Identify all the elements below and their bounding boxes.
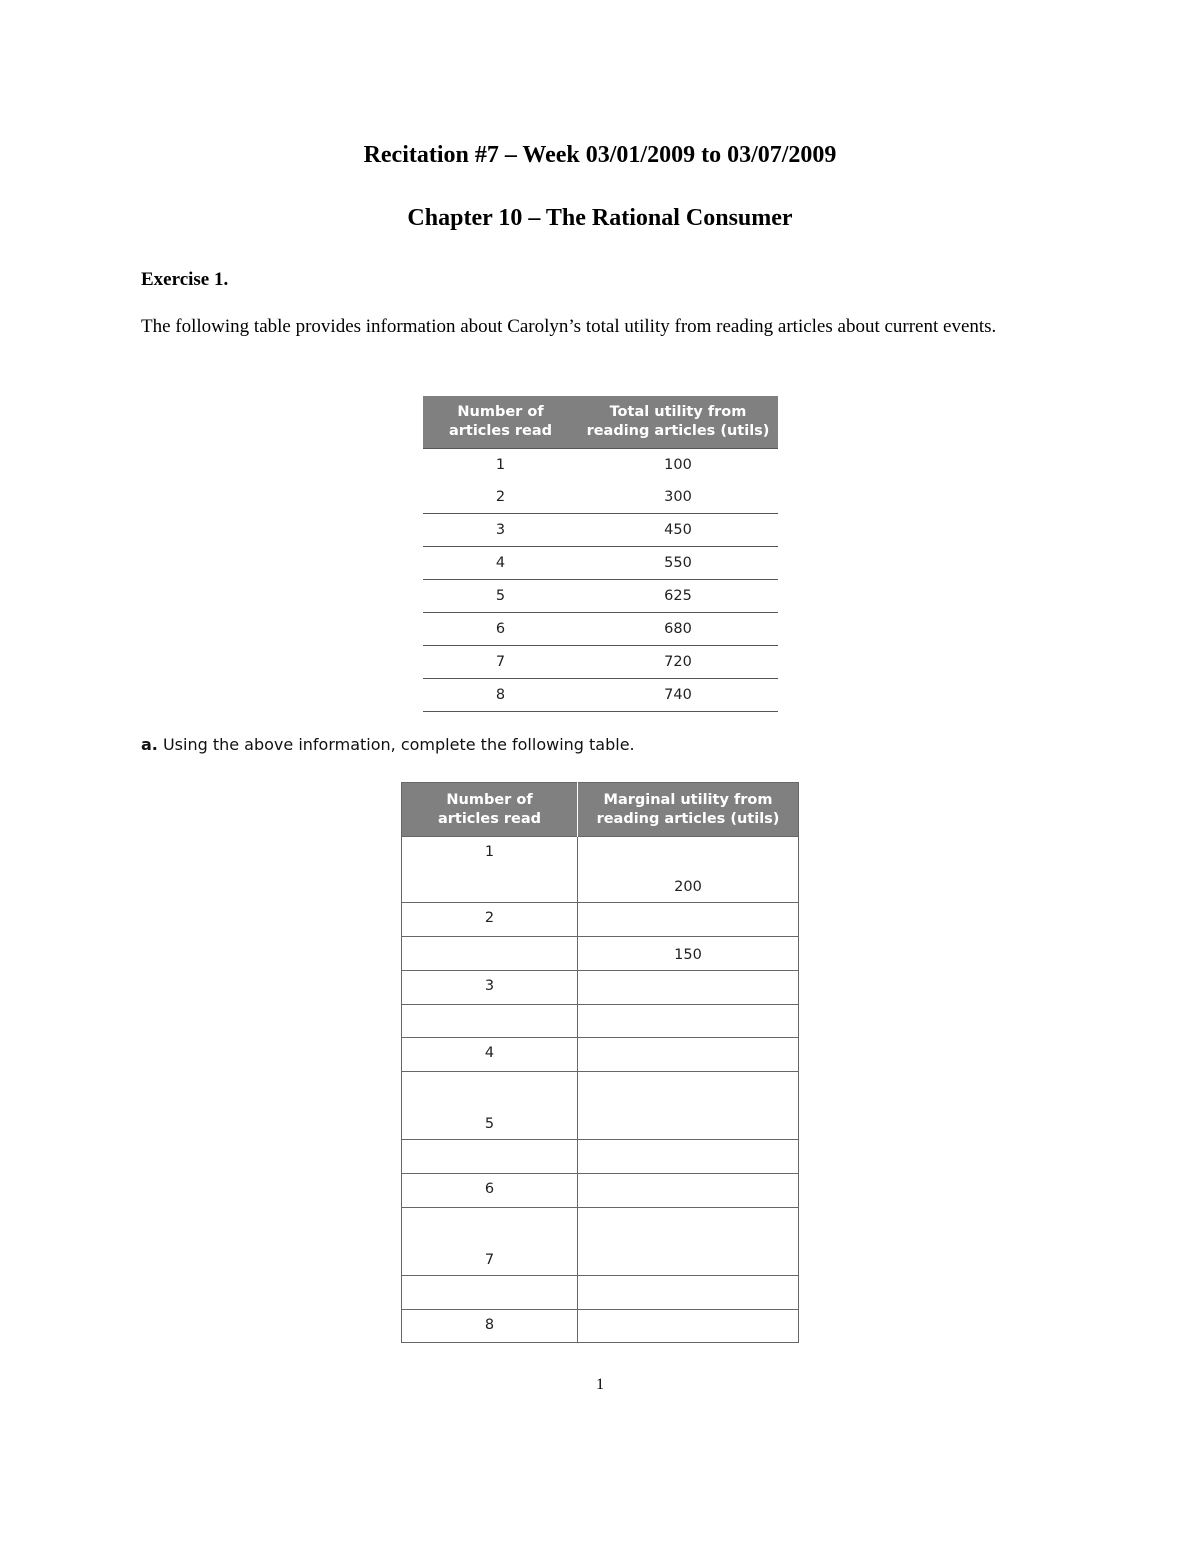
- marginal-utility-cell[interactable]: 150: [578, 937, 799, 971]
- page-number: 1: [596, 1376, 604, 1393]
- marginal-utility-cell[interactable]: [578, 1208, 799, 1276]
- table-row: [423, 547, 778, 580]
- articles-cell: [402, 1140, 578, 1174]
- table-header-row: [423, 396, 778, 449]
- marginal-utility-cell[interactable]: [578, 1038, 799, 1072]
- marginal-utility-cell[interactable]: [578, 1072, 799, 1140]
- articles-cell: 4: [402, 1038, 578, 1072]
- marginal-utility-cell[interactable]: [578, 971, 799, 1005]
- articles-cell: 3: [402, 971, 578, 1005]
- articles-cell: 7: [402, 1208, 578, 1276]
- table-row: [402, 1208, 799, 1276]
- marginal-utility-cell[interactable]: [578, 1310, 799, 1343]
- table-row: [423, 613, 778, 646]
- table-row: [402, 1072, 799, 1140]
- table-header-row: [402, 783, 799, 837]
- marginal-utility-cell[interactable]: [578, 1174, 799, 1208]
- utility-cell: 100: [578, 449, 778, 482]
- articles-cell: 2: [423, 481, 578, 514]
- question-label: a.: [141, 735, 158, 754]
- total-utility-table: [423, 396, 778, 712]
- articles-cell: 4: [423, 547, 578, 580]
- utility-cell: 740: [578, 679, 778, 712]
- articles-cell: [402, 1276, 578, 1310]
- marginal-utility-cell[interactable]: [578, 1005, 799, 1038]
- table-row: [402, 1005, 799, 1038]
- question-a: [141, 735, 635, 754]
- table-row: [423, 646, 778, 679]
- utility-cell: 300: [578, 481, 778, 514]
- table-row: [402, 903, 799, 937]
- articles-cell: 8: [402, 1310, 578, 1343]
- utility-cell: 450: [578, 514, 778, 547]
- marginal-utility-cell[interactable]: [578, 903, 799, 937]
- chapter-heading: Chapter 10 – The Rational Consumer: [407, 205, 793, 231]
- articles-cell: 6: [423, 613, 578, 646]
- table-row: [423, 449, 778, 482]
- table-row: [402, 937, 799, 971]
- header-total-utility: Total utility from reading articles (utils): [578, 396, 778, 449]
- exercise-heading: Exercise 1.: [141, 269, 229, 290]
- marginal-utility-cell[interactable]: 200: [578, 837, 799, 903]
- utility-cell: 625: [578, 580, 778, 613]
- articles-cell: 6: [402, 1174, 578, 1208]
- articles-cell: 3: [423, 514, 578, 547]
- table-row: [402, 1276, 799, 1310]
- header-marginal-utility: Marginal utility from reading articles (utils): [578, 783, 799, 837]
- table-row: [423, 481, 778, 514]
- header-articles: Number of articles read: [423, 396, 578, 449]
- articles-cell: 1: [423, 449, 578, 482]
- table-row: [402, 1038, 799, 1072]
- articles-cell: [402, 1005, 578, 1038]
- articles-cell: 8: [423, 679, 578, 712]
- marginal-utility-table: [401, 782, 799, 1343]
- articles-cell: [402, 937, 578, 971]
- articles-cell: 5: [402, 1072, 578, 1140]
- table-row: [423, 514, 778, 547]
- articles-cell: 2: [402, 903, 578, 937]
- table-row: [402, 1174, 799, 1208]
- question-text: Using the above information, complete the following table.: [157, 735, 635, 754]
- utility-cell: 680: [578, 613, 778, 646]
- table-row: [402, 1310, 799, 1343]
- articles-cell: 1: [402, 837, 578, 903]
- page-title: Recitation #7 – Week 03/01/2009 to 03/07/2009: [363, 142, 837, 168]
- table-row: [423, 580, 778, 613]
- header-articles: Number of articles read: [402, 783, 578, 837]
- marginal-utility-cell[interactable]: [578, 1140, 799, 1174]
- intro-paragraph: The following table provides information about Carolyn’s total utility from reading articles about current events.: [141, 316, 997, 337]
- utility-cell: 550: [578, 547, 778, 580]
- table-row: [402, 1140, 799, 1174]
- table-row: [402, 971, 799, 1005]
- articles-cell: 7: [423, 646, 578, 679]
- marginal-utility-cell[interactable]: [578, 1276, 799, 1310]
- utility-cell: 720: [578, 646, 778, 679]
- table-row: [402, 837, 799, 903]
- table-row: [423, 679, 778, 712]
- articles-cell: 5: [423, 580, 578, 613]
